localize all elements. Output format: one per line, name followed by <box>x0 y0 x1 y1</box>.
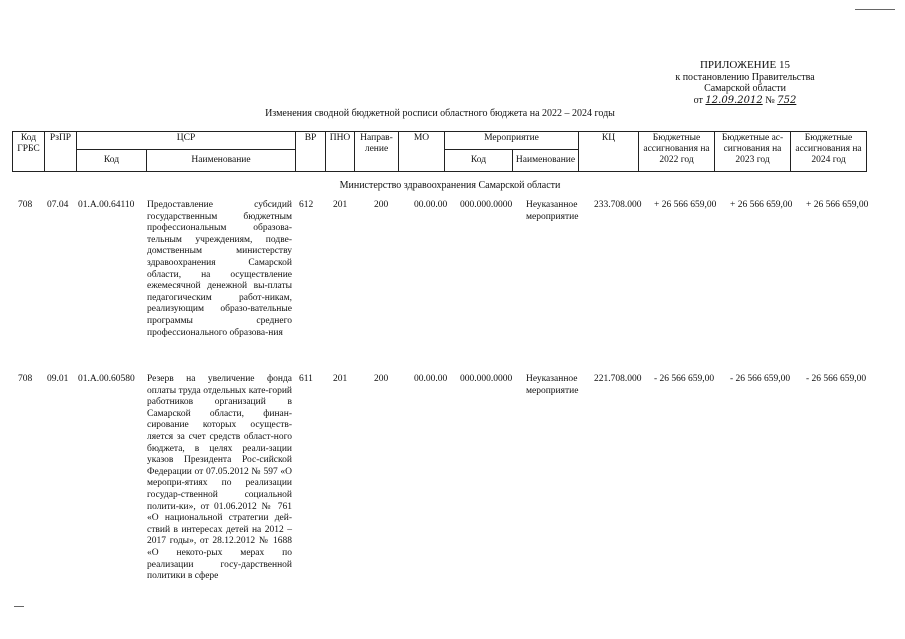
row-vr: 611 <box>299 374 313 384</box>
row-kc: 221.708.000 <box>594 374 642 384</box>
row-napr: 200 <box>374 374 389 384</box>
header-mer-name: Наименование <box>513 150 579 172</box>
scan-mark <box>14 606 24 607</box>
row-vr: 612 <box>299 200 314 210</box>
row-2023: - 26 566 659,00 <box>730 374 791 384</box>
row-csr: 01.А.00.64110 <box>78 200 135 210</box>
row-name: Резерв на увеличение фонда оплаты труда отдельных кате-горий работников организаций в Самарской области, финан-сирование которых осуществ-ляется за счет средств област-ного бюджета, в целях реали-зации указов Президента Рос-сийской Федерации от 07.05.2012 № 597 «О меропри-ятиях по реализации государ-ственной социальной полити-ки», от 01.06.2012 № 761 «О национальной стратегии дей-ствий в интересах детей на 2012 – 2017 годы», от 28.12.2012 № 1688 «О некото-рых мерах по реализации госу-дарственной политики в сфере <box>147 374 292 582</box>
row-pno: 201 <box>333 200 348 210</box>
header-kod-grbs: Код ГРБС <box>13 132 45 172</box>
header-csr-kod: Код <box>77 150 147 172</box>
header-csr: ЦСР <box>77 132 296 150</box>
header-2022: Бюджетные ассигнования на 2022 год <box>639 132 715 172</box>
header-csr-name: Наименование <box>147 150 296 172</box>
appendix-line-3: Самарской области <box>704 83 786 94</box>
row-napr: 200 <box>374 200 389 210</box>
appendix-title: ПРИЛОЖЕНИЕ 15 <box>699 59 791 71</box>
header-vr: ВР <box>296 132 326 172</box>
header-2023: Бюджетные ас-сигнования на 2023 год <box>715 132 791 172</box>
header-meropriyatie: Мероприятие <box>445 132 579 150</box>
header-rzpr: РзПР <box>45 132 77 172</box>
row-kc: 233.708.000 <box>594 200 642 210</box>
handwritten-date: 12.09.2012 <box>705 94 763 106</box>
row-csr: 01.А.00.60580 <box>78 374 135 384</box>
row-pno: 201 <box>333 374 348 384</box>
section-title: Министерство здравоохранения Самарской области <box>339 180 561 191</box>
header-pno: ПНО <box>326 132 355 172</box>
row-2023: + 26 566 659,00 <box>730 200 793 210</box>
row-grbs: 708 <box>18 374 33 384</box>
row-2022: - 26 566 659,00 <box>654 374 715 384</box>
appendix-line-2: к постановлению Правительства <box>675 71 815 83</box>
row-mer-kod: 000.000.0000 <box>460 374 513 384</box>
row-2022: + 26 566 659,00 <box>654 200 717 210</box>
row-mer-name: Неуказанное мероприятие <box>526 200 579 222</box>
header-kc: КЦ <box>579 132 639 172</box>
scan-mark <box>855 9 895 10</box>
header-mer-kod: Код <box>445 150 513 172</box>
appendix-date-line <box>640 95 850 107</box>
document-title: Изменения сводной бюджетной росписи областного бюджета на 2022 – 2024 годы <box>265 108 615 119</box>
header-mo: МО <box>399 132 445 172</box>
row-mer-kod: 000.000.0000 <box>460 200 513 210</box>
appendix-block <box>640 60 850 106</box>
row-rzpr: 09.01 <box>47 374 69 384</box>
header-2024: Бюджетные ассигнования на 2024 год <box>791 132 867 172</box>
row-name: Предоставление субсидий государственным бюджетным профессиональным образова-тельным учреждениям, подве-домственным министерству здравоохранения Самарской области, на осуществление ежемесячной денежной вы-платы педагогическим работ-никам, реализующим образо-вательные программы среднего профессионального образова-ния <box>147 200 292 338</box>
row-mo: 00.00.00 <box>414 200 448 210</box>
row-rzpr: 07.04 <box>47 200 69 210</box>
header-table <box>12 131 867 172</box>
row-mo: 00.00.00 <box>414 374 448 384</box>
row-2024: + 26 566 659,00 <box>806 200 869 210</box>
row-2024: - 26 566 659,00 <box>806 374 867 384</box>
row-grbs: 708 <box>18 200 33 210</box>
handwritten-number: 752 <box>777 94 797 106</box>
row-mer-name: Неуказанное мероприятие <box>526 374 579 396</box>
number-prefix: № <box>765 94 775 106</box>
header-napravlenie: Направ-ление <box>355 132 399 172</box>
date-prefix: от <box>693 94 703 106</box>
